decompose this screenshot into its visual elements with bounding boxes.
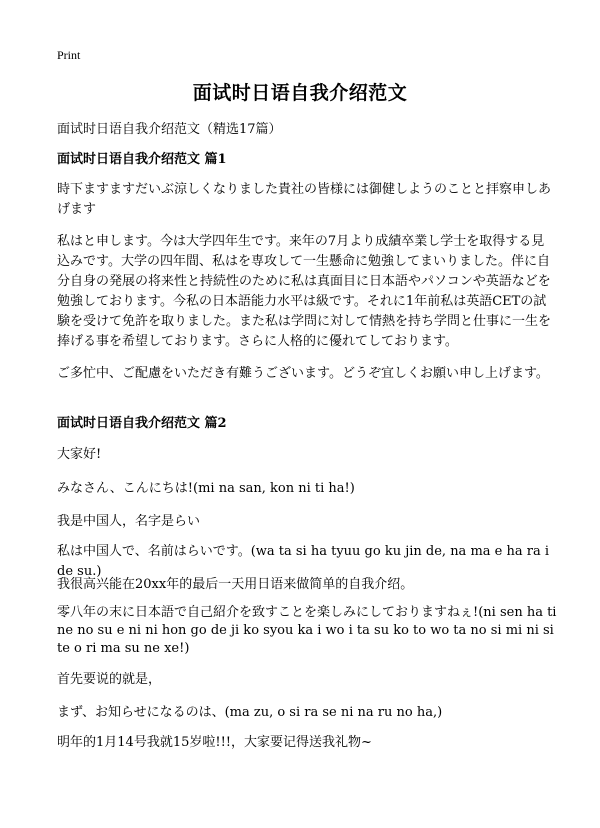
- section-2-line-4: 私は中国人で、名前はらいです。(wa ta si ha tyuu go ku jin de, na ma e ha ra i de su.): [57, 544, 549, 579]
- page-title: 面试时日语自我介绍范文: [192, 82, 408, 104]
- section-2-line-7: 首先要说的就是，: [57, 672, 162, 687]
- section-2-heading: 面试时日语自我介绍范文 篇2: [57, 416, 227, 431]
- section-2-line-1: 大家好!: [57, 447, 102, 462]
- print-link[interactable]: Print: [57, 48, 81, 62]
- section-1-paragraph-2: 私はと申します。今は大学四年生です。来年の7月より成績卒業し学士を取得する見込みです。大学の四年間、私はを専攻して一生懸命に勉強してまいりました。伴に自分自身の発展の将来性と持続性のために私は真面目に日本語やパソコンや英語などを勉強しております。今私の日本語能力水平は級です。それに1年前私は英語CETの試験を受けて免許を取りました。また私は学問に対して情熱を持ち学問と仕事に一生を捧げる事を希望しております。さらに人格的に優れてしております。: [57, 234, 552, 349]
- section-2-line-9: 明年的1月14号我就15岁啦!!!，大家要记得送我礼物~: [57, 735, 372, 750]
- section-2-line-3: 我是中国人，名字是らい: [57, 514, 201, 529]
- section-2-line-6: 零八年の末に日本語で自己紹介を致すことを楽しみにしておりますねぇ!(ni sen ha ti ne no su e ni ni hon go de ji ko syou ka i wo i ta su ko to wo ta no si mi ni si te o ri ma su ne xe!): [57, 605, 557, 656]
- section-1-heading: 面试时日语自我介绍范文 篇1: [57, 152, 227, 167]
- section-2-line-5: 我很高兴能在20xx年的最后一天用日语来做简单的自我介绍。: [57, 577, 414, 592]
- section-1-paragraph-1: 時下ますますだいぶ涼しくなりました貴社の皆様には御健しようのことと拝察申しあげます: [57, 182, 552, 217]
- section-1-paragraph-3: ご多忙中、ご配慮をいただき有難うございます。どうぞ宜しくお願い申し上げます。: [57, 366, 549, 381]
- section-2-line-2: みなさん、こんにちは!(mi na san, kon ni ti ha!): [57, 481, 355, 496]
- subtitle: 面试时日语自我介绍范文（精选17篇）: [57, 122, 282, 137]
- section-2-line-8: まず、お知らせになるのは、(ma zu, o si ra se ni na ru no ha,): [57, 705, 443, 720]
